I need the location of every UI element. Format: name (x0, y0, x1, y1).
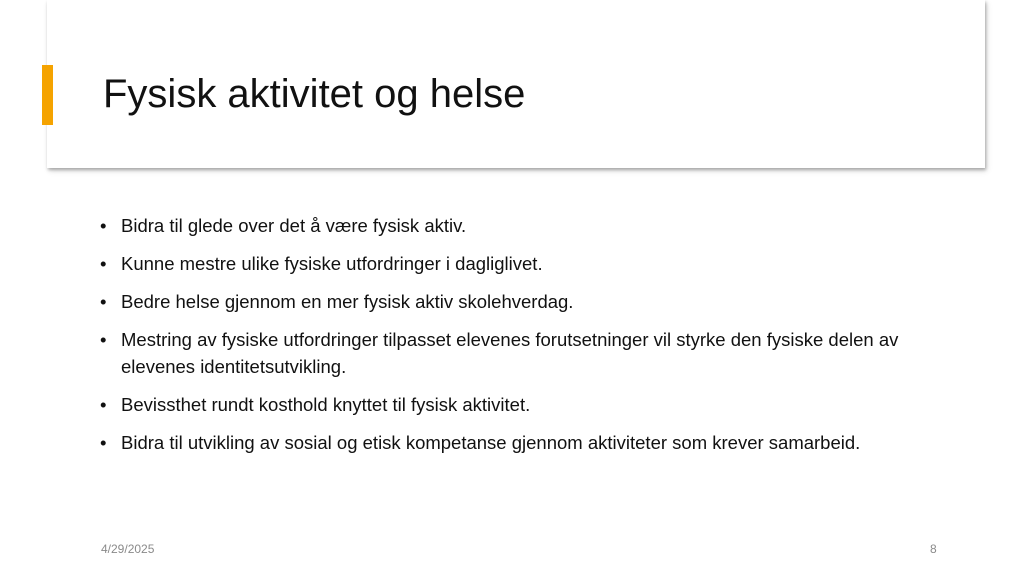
bullet-item (100, 391, 920, 418)
slide-title: Fysisk aktivitet og helse (103, 72, 526, 116)
footer-page-number: 8 (930, 542, 937, 556)
footer-date: 4/29/2025 (101, 542, 155, 556)
bullet-item (100, 250, 920, 277)
bullet-text: Bidra til utvikling av sosial og etisk kompetanse gjennom aktiviteter som krever samarbeid. (121, 432, 861, 453)
bullet-text: Bevissthet rundt kosthold knyttet til fysisk aktivitet. (121, 394, 531, 415)
bullet-dot: • (100, 291, 107, 312)
title-accent-bar (42, 65, 53, 125)
bullet-list (100, 212, 920, 467)
bullet-text: Kunne mestre ulike fysiske utfordringer i dagliglivet. (121, 253, 543, 274)
bullet-text: Bedre helse gjennom en mer fysisk aktiv skolehverdag. (121, 291, 574, 312)
bullet-item (100, 288, 920, 315)
bullet-dot: • (100, 432, 107, 453)
bullet-item (100, 212, 920, 239)
bullet-dot: • (100, 394, 107, 415)
bullet-item (100, 326, 920, 380)
bullet-dot: • (100, 215, 107, 236)
bullet-item (100, 429, 920, 456)
bullet-dot: • (100, 253, 107, 274)
bullet-text: Mestring av fysiske utfordringer tilpasset elevenes forutsetninger vil styrke den fysiske delen av elevenes identitetsutvikling. (121, 329, 899, 377)
bullet-dot: • (100, 329, 107, 350)
bullet-text: Bidra til glede over det å være fysisk aktiv. (121, 215, 467, 236)
